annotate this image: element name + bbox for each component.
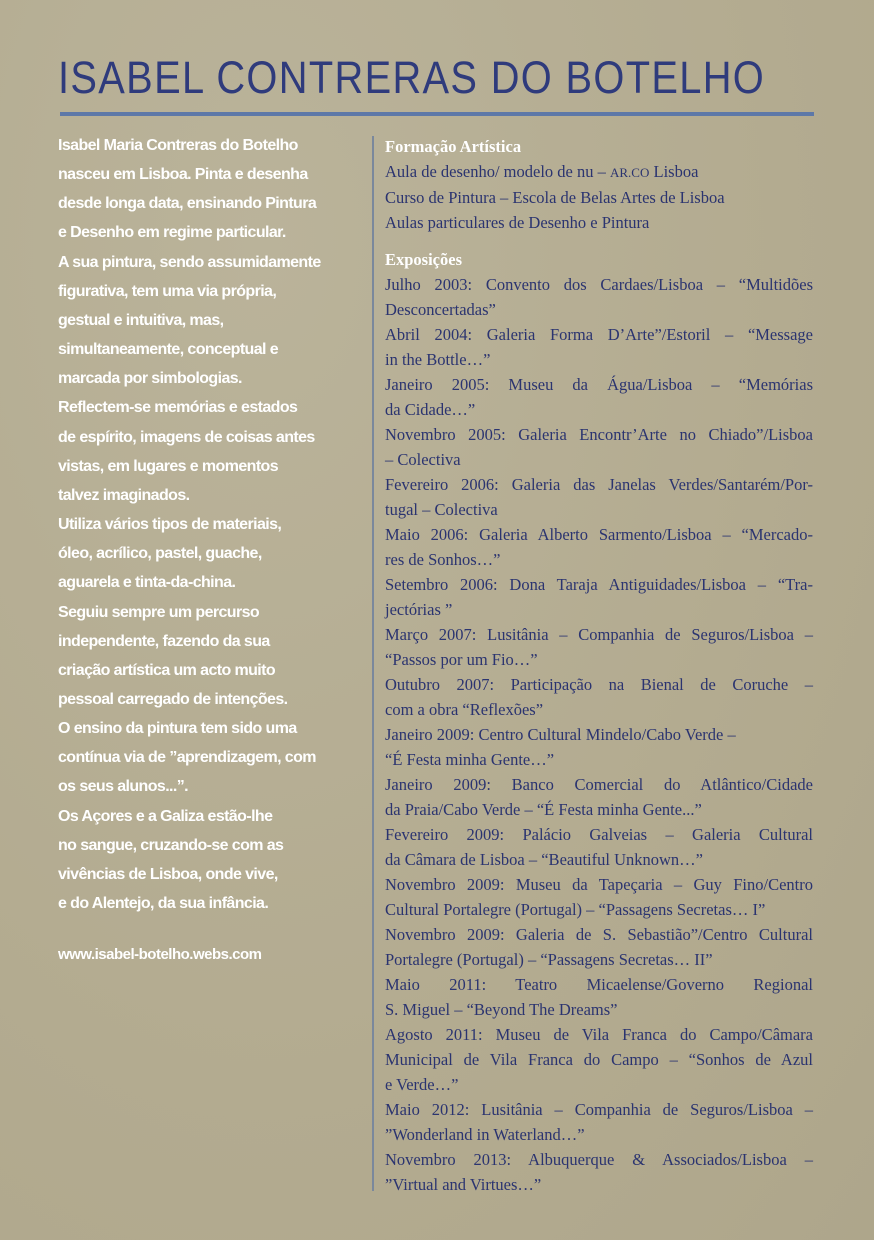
exhibition-line: Março 2007: Lusitânia – Companhia de Seguros/Lisboa – (385, 625, 813, 644)
title-underline (60, 112, 814, 116)
exhibition-line: ”Wonderland in Waterland…” (385, 1125, 585, 1144)
bio-line: no sangue, cruzando-se com as (58, 836, 284, 854)
exhibition-line: “É Festa minha Gente…” (385, 750, 555, 769)
bio-line: e do Alentejo, da sua infância. (58, 895, 269, 913)
exhibition-entry (385, 872, 813, 922)
formacao-item-text: Aulas particulares de Desenho e Pintura (385, 213, 650, 232)
exhibition-line: Novembro 2009: Galeria de S. Sebastião”/Centro Cultural (385, 925, 813, 944)
exhibition-entry (385, 422, 813, 472)
exhibition-entry (385, 922, 813, 972)
exhibition-line: Abril 2004: Galeria Forma D’Arte”/Estoril – “Message (385, 325, 813, 344)
exhibition-line: Portalegre (Portugal) – “Passagens Secretas… II” (385, 950, 713, 969)
bio-line: Seguiu sempre um percurso (58, 603, 260, 621)
exhibition-entry (385, 572, 813, 622)
formacao-item (385, 210, 813, 235)
exhibition-line: Cultural Portalegre (Portugal) – “Passagens Secretas… I” (385, 900, 766, 919)
exhibition-line: Novembro 2013: Albuquerque & Associados/Lisboa – (385, 1150, 813, 1169)
exhibition-line: ”Virtual and Virtues…” (385, 1175, 542, 1194)
exhibition-line: S. Miguel – “Beyond The Dreams” (385, 1000, 618, 1019)
exhibition-line: Fevereiro 2006: Galeria das Janelas Verdes/Santarém/Por- (385, 475, 813, 494)
bio-line: desde longa data, ensinando Pintura (58, 195, 317, 213)
exposicoes-heading: Exposições (385, 250, 463, 269)
page-title: ISABEL CONTRERAS DO BOTELHO (58, 52, 766, 103)
bio-line: criação artística um acto muito (58, 661, 276, 679)
bio-line: simultaneamente, conceptual e (58, 341, 279, 359)
bio-line: A sua pintura, sendo assumidamente (58, 253, 321, 271)
exhibition-entry (385, 772, 813, 822)
exhibition-line: Novembro 2009: Museu da Tapeçaria – Guy Fino/Centro (385, 875, 813, 894)
exhibition-line: Outubro 2007: Participação na Bienal de Coruche – (385, 675, 813, 694)
exhibition-entry (385, 522, 813, 572)
exhibition-line: in the Bottle…” (385, 350, 491, 369)
exhibition-line: Fevereiro 2009: Palácio Galveias – Galeria Cultural (385, 825, 813, 844)
bio-line: nasceu em Lisboa. Pinta e desenha (58, 166, 308, 184)
bio-line: de espírito, imagens de coisas antes (58, 428, 315, 446)
exhibition-entry (385, 272, 813, 322)
exhibition-line: Desconcertadas” (385, 300, 496, 319)
exhibition-line: Janeiro 2009: Centro Cultural Mindelo/Cabo Verde – (385, 725, 736, 744)
bio-line: independente, fazendo da sua (58, 632, 270, 650)
exhibition-entry (385, 672, 813, 722)
bio-line: Utiliza vários tipos de materiais, (58, 516, 282, 534)
formacao-heading: Formação Artística (385, 137, 522, 156)
exhibition-line: “Passos por um Fio…” (385, 650, 538, 669)
exhibition-line: Maio 2012: Lusitânia – Companhia de Seguros/Lisboa – (385, 1100, 813, 1119)
exhibition-line: Maio 2011: Teatro Micaelense/Governo Regional (385, 975, 813, 994)
bio-line: Os Açores e a Galiza estão-lhe (58, 807, 273, 825)
exhibition-line: Maio 2006: Galeria Alberto Sarmento/Lisboa – “Mercado- (385, 525, 813, 544)
exhibition-entry (385, 972, 813, 1022)
bio-line: Reflectem-se memórias e estados (58, 399, 298, 417)
exhibition-entry (385, 1022, 813, 1097)
formacao-item-text: Lisboa (649, 162, 699, 181)
exhibition-line: e Verde…” (385, 1075, 459, 1094)
column-divider (372, 136, 374, 1191)
exhibition-line: com a obra “Reflexões” (385, 700, 544, 719)
bio-line: óleo, acrílico, pastel, guache, (58, 545, 262, 563)
exhibition-entry (385, 322, 813, 372)
website-link[interactable]: www.isabel-botelho.webs.com (58, 946, 262, 963)
bio-line: contínua via de ”aprendizagem, com (58, 749, 316, 767)
exhibition-entry (385, 372, 813, 422)
formacao-item-text: Aula de desenho/ modelo de nu – (385, 162, 610, 181)
formacao-item (385, 159, 813, 185)
bio-line: pessoal carregado de intenções. (58, 690, 288, 708)
bio-line: aguarela e tinta-da-china. (58, 574, 236, 592)
formacao-section (385, 134, 813, 235)
exhibition-entry (385, 1097, 813, 1147)
exhibition-line: Setembro 2006: Dona Taraja Antiguidades/Lisboa – “Tra- (385, 575, 813, 594)
formacao-item-text: AR.CO (610, 165, 650, 180)
exhibition-entry (385, 722, 813, 772)
exhibition-line: Julho 2003: Convento dos Cardaes/Lisboa – “Multidões (385, 275, 813, 294)
exhibition-line: Janeiro 2005: Museu da Água/Lisboa – “Memórias (385, 375, 813, 394)
exhibition-line: – Colectiva (385, 450, 461, 469)
bio-line: vivências de Lisboa, onde vive, (58, 865, 278, 883)
bio-line: figurativa, tem uma via própria, (58, 282, 277, 300)
formacao-item-text: Curso de Pintura – Escola de Belas Artes de Lisboa (385, 188, 725, 207)
exhibition-line: da Câmara de Lisboa – “Beautiful Unknown…” (385, 850, 703, 869)
exhibition-line: da Praia/Cabo Verde – “É Festa minha Gente...” (385, 800, 702, 819)
exposicoes-section (385, 247, 813, 1197)
exhibition-entry (385, 822, 813, 872)
bio-line: talvez imaginados. (58, 486, 190, 504)
exhibition-line: Janeiro 2009: Banco Comercial do Atlântico/Cidade (385, 775, 813, 794)
exhibition-line: tugal – Colectiva (385, 500, 498, 519)
exhibition-line: Agosto 2011: Museu de Vila Franca do Campo/Câmara (385, 1025, 813, 1044)
exhibition-line: res de Sonhos…” (385, 550, 501, 569)
bio-line: gestual e intuitiva, mas, (58, 311, 224, 329)
exhibition-line: da Cidade…” (385, 400, 476, 419)
exhibition-line: jectórias ” (385, 600, 453, 619)
bio-line: marcada por simbologias. (58, 370, 242, 388)
cv-column (385, 134, 813, 1197)
bio-line: e Desenho em regime particular. (58, 224, 286, 242)
exhibition-entry (385, 622, 813, 672)
bio-line: os seus alunos...”. (58, 778, 188, 796)
exhibition-entry (385, 1147, 813, 1197)
bio-line: O ensino da pintura tem sido uma (58, 720, 297, 738)
biography (58, 131, 321, 918)
bio-line: Isabel Maria Contreras do Botelho (58, 137, 298, 154)
formacao-item (385, 185, 813, 210)
exhibition-line: Novembro 2005: Galeria Encontr’Arte no Chiado”/Lisboa (385, 425, 813, 444)
bio-line: vistas, em lugares e momentos (58, 457, 279, 475)
exhibition-line: Municipal de Vila Franca do Campo – “Sonhos de Azul (385, 1050, 813, 1069)
exhibition-entry (385, 472, 813, 522)
